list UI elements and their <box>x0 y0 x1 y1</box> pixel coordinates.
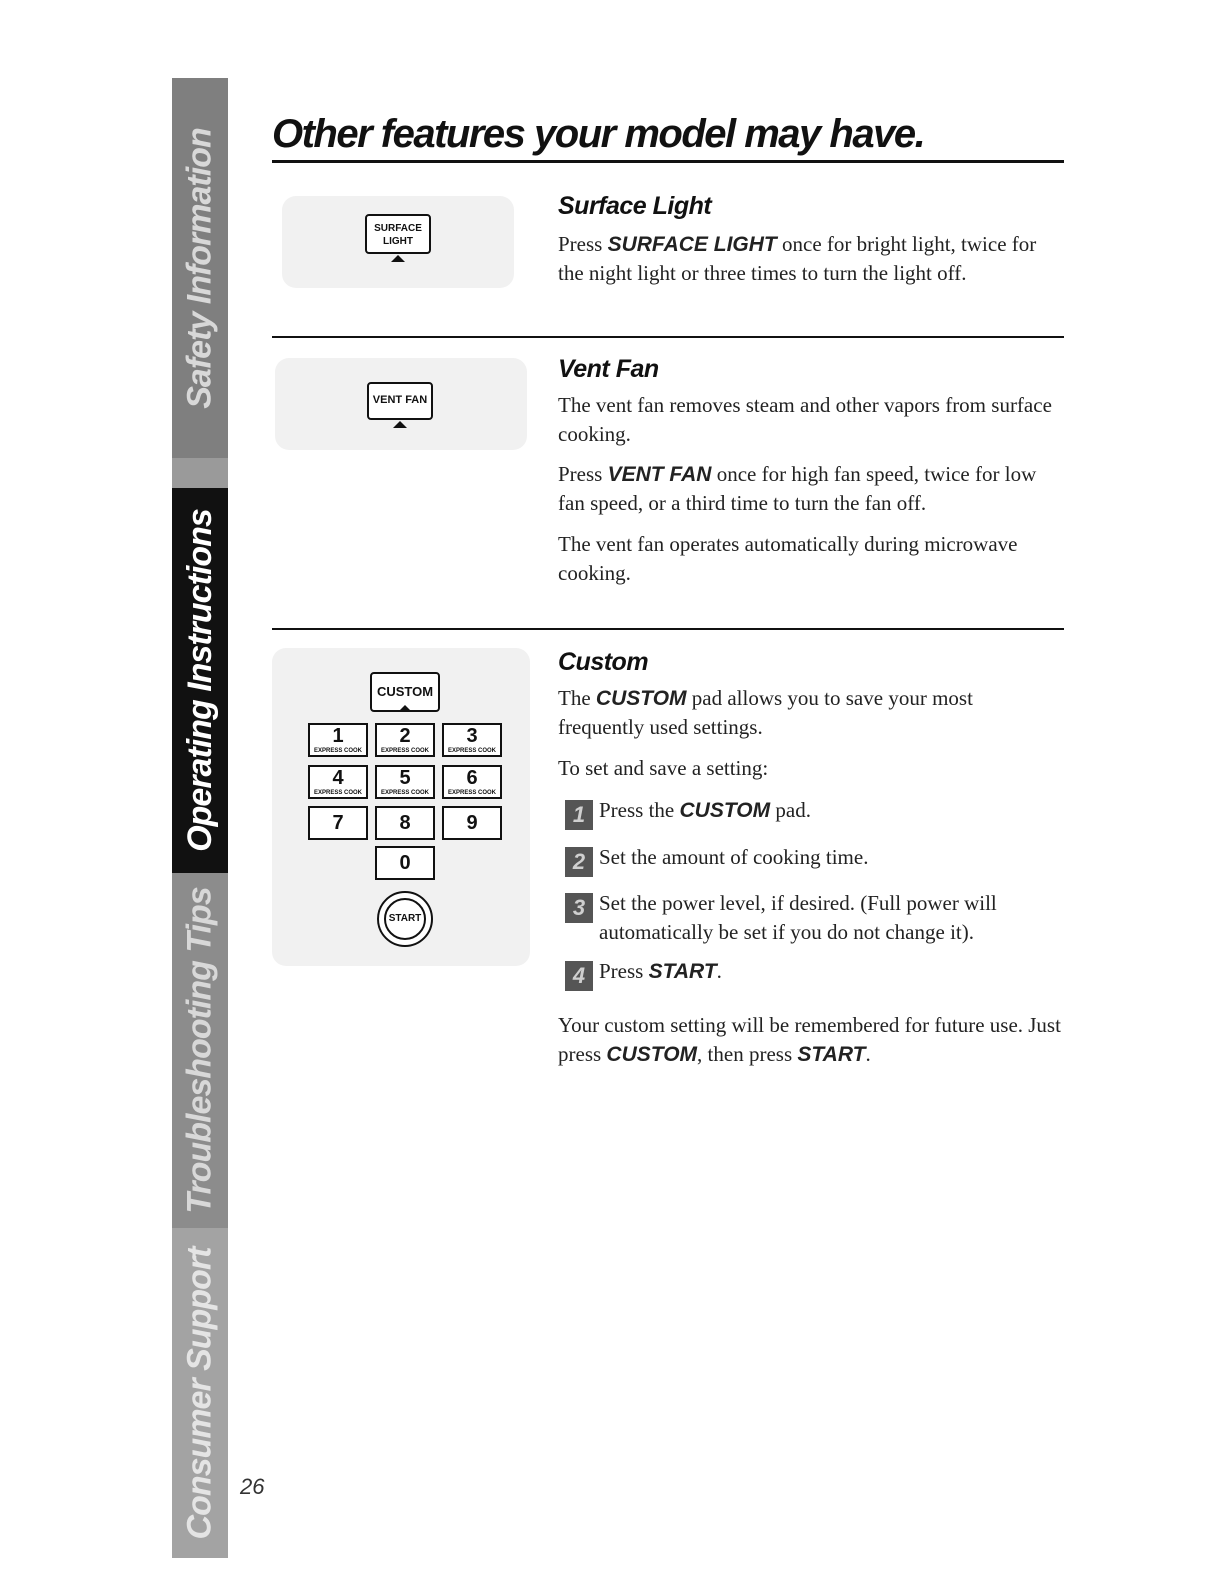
custom-paragraph-1: The CUSTOM pad allows you to save your most frequently used settings. <box>558 686 973 739</box>
step-number-badge: 2 <box>565 847 593 877</box>
vent-fan-heading: Vent Fan <box>558 355 659 383</box>
section-tab-strip <box>172 78 228 1539</box>
tab-safety-information[interactable] <box>172 78 228 458</box>
tab-label: Troubleshooting Tips <box>180 887 219 1214</box>
tab-operating-instructions[interactable] <box>172 488 228 873</box>
keypad-key: 2 EXPRESS COOK <box>375 723 435 757</box>
step-text: Set the power level, if desired. (Full power will automatically be set if you do not change it). <box>599 891 997 944</box>
vent-fan-paragraph-1: The vent fan removes steam and other vapors from surface cooking. <box>558 393 1052 446</box>
step-number-badge: 3 <box>565 893 593 923</box>
section-divider <box>272 336 1064 338</box>
surface-light-pad-illustration <box>365 214 431 254</box>
surface-light-paragraph: Press SURFACE LIGHT once for bright light, twice for the night light or three times to turn the light off. <box>558 232 1037 285</box>
keypad-key: 4 EXPRESS COOK <box>308 765 368 799</box>
step-text: Press START. <box>599 959 722 983</box>
custom-paragraph-2: To set and save a setting: <box>558 756 769 780</box>
vent-fan-paragraph-3: The vent fan operates automatically during microwave cooking. <box>558 532 1018 585</box>
surface-light-pad-label: SURFACE LIGHT <box>374 223 422 247</box>
step-number-badge: 4 <box>565 961 593 991</box>
step-item <box>565 843 1065 872</box>
step-item <box>565 957 1065 986</box>
pad-pointer-icon <box>393 421 407 428</box>
surface-light-heading: Surface Light <box>558 192 712 220</box>
vent-fan-pad-label: VENT FAN <box>372 394 428 406</box>
step-text: Set the amount of cooking time. <box>599 845 869 869</box>
pad-pointer-icon <box>391 255 405 262</box>
keypad-key: 8 <box>375 806 435 840</box>
vent-fan-paragraph-2: Press VENT FAN once for high fan speed, twice for low fan speed, or a third time to turn the fan off. <box>558 462 1037 515</box>
step-item <box>565 889 1065 947</box>
step-text: Press the CUSTOM pad. <box>599 798 811 822</box>
page-title: Other features your model may have. <box>272 112 925 156</box>
custom-heading: Custom <box>558 648 649 676</box>
tab-label: Safety Information <box>180 127 219 409</box>
page-number: 26 <box>240 1474 265 1499</box>
custom-pad-label: CUSTOM <box>376 684 434 699</box>
keypad-key: 3 EXPRESS COOK <box>442 723 502 757</box>
tab-label: Operating Instructions <box>180 509 219 852</box>
step-item <box>565 796 1065 825</box>
pad-pointer-icon <box>398 705 412 712</box>
keypad-key: 6 EXPRESS COOK <box>442 765 502 799</box>
keypad-key: 9 <box>442 806 502 840</box>
keypad-key: 7 <box>308 806 368 840</box>
keypad-key: 0 <box>375 846 435 880</box>
keypad-key: 5 EXPRESS COOK <box>375 765 435 799</box>
start-pad-illustration <box>377 891 433 947</box>
tab-consumer-support[interactable] <box>172 1228 228 1558</box>
keypad-key: 1 EXPRESS COOK <box>308 723 368 757</box>
custom-paragraph-3: Your custom setting will be remembered for future use. Just press CUSTOM, then press START. <box>558 1013 1061 1066</box>
tab-label: Consumer Support <box>180 1247 219 1539</box>
step-number-badge: 1 <box>565 800 593 830</box>
title-divider <box>272 160 1064 163</box>
vent-fan-pad-illustration <box>367 382 433 420</box>
section-divider <box>272 628 1064 630</box>
start-pad-label: START <box>384 898 426 940</box>
tab-troubleshooting-tips[interactable] <box>172 873 228 1228</box>
